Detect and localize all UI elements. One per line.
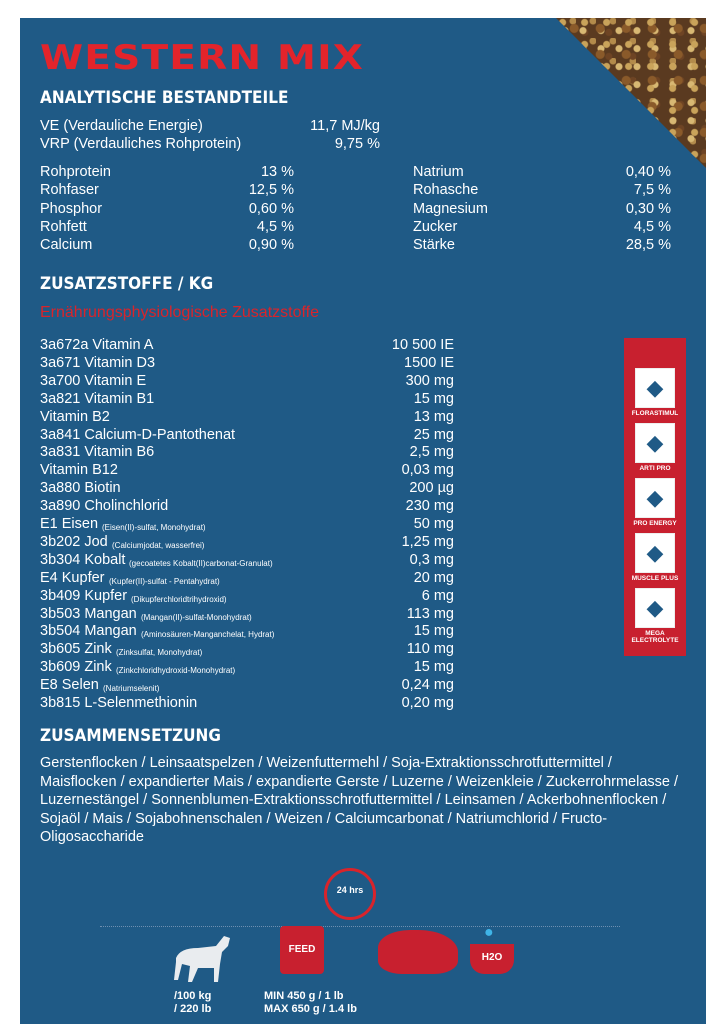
badge-label: ARTI PRO <box>639 465 671 472</box>
hay-icon <box>378 930 458 974</box>
row-value: 50 mg <box>413 516 454 532</box>
row-label: 3b605 Zink <box>40 641 112 658</box>
row-value: 4,5 % <box>633 218 671 235</box>
row-value: 15 mg <box>413 390 454 407</box>
row-note: (Zinksulfat, Monohydrat) <box>116 648 203 658</box>
water-label: H2O <box>481 952 503 963</box>
row-label: VE (Verdauliche Energie) <box>40 118 203 134</box>
florastimul-icon: ◆ <box>635 368 675 408</box>
row-note: (Dikupferchloridtrihydroxid) <box>131 594 227 604</box>
weight-kg: /100 kg <box>174 990 212 1002</box>
badge-label: FLORASTIMUL <box>631 410 679 417</box>
row-value: 0,03 mg <box>401 462 454 479</box>
row-note: (Eisen(II)-sulfat, Monohydrat) <box>102 523 206 532</box>
divider <box>100 926 620 927</box>
row-note: (Aminosäuren-Manganchelat, Hydrat) <box>141 630 275 640</box>
row-label: Stärke <box>413 237 455 254</box>
row-value: 4,5 % <box>256 218 294 235</box>
row-note: (Calciumjodat, wasserfrei) <box>112 540 205 550</box>
arti-pro-icon: ◆ <box>635 423 675 463</box>
row-label: 3a831 Vitamin B6 <box>40 444 155 461</box>
row-value: 300 mg <box>405 372 454 389</box>
row-label: Vitamin B12 <box>40 462 118 479</box>
row-label: 3a880 Biotin <box>40 480 121 497</box>
row-value: 12,5 % <box>248 182 294 199</box>
row-note: (Natriumselenit) <box>103 684 160 694</box>
row-label: Vitamin B2 <box>40 408 110 425</box>
water-bucket-icon <box>470 944 514 974</box>
row-value: 28,5 % <box>625 237 671 254</box>
row-value: 1500 IE <box>404 354 454 371</box>
row-value: 110 mg <box>406 641 454 658</box>
row-value: 113 mg <box>406 605 454 622</box>
row-label: Rohprotein <box>40 164 111 180</box>
row-label: 3a700 Vitamin E <box>40 372 147 389</box>
row-label: 3b609 Zink <box>40 659 112 676</box>
product-panel <box>20 18 706 1024</box>
row-label: Rohfett <box>40 218 87 235</box>
row-value: 11,7 MJ/kg <box>310 118 380 134</box>
badge-label: PRO ENERGY <box>633 520 677 527</box>
horse-icon <box>168 930 238 990</box>
row-label: 3a841 Calcium-D-Pantothenat <box>40 426 236 443</box>
badge-item <box>629 588 681 644</box>
row-label: Natrium <box>413 164 464 180</box>
row-value: 1,25 mg <box>401 533 454 550</box>
row-value: 6 mg <box>421 587 454 604</box>
row-label: 3b409 Kupfer <box>40 587 128 604</box>
analytics-heading: ANALYTISCHE BESTANDTEILE <box>40 88 289 108</box>
clock-label: 24 hrs <box>336 885 364 895</box>
row-value: 13 % <box>260 164 294 180</box>
row-label: 3b202 Jod <box>40 533 108 550</box>
row-label: 3b503 Mangan <box>40 605 137 622</box>
badge-item <box>629 533 681 582</box>
badge-item <box>629 423 681 472</box>
row-label: Calcium <box>40 237 93 254</box>
badge-label: MEGA ELECTROLYTE <box>631 630 679 644</box>
row-label: 3b504 Mangan <box>40 623 137 640</box>
row-label: E8 Selen <box>40 677 99 694</box>
row-note: (gecoatetes Kobalt(II)carbonat-Granulat) <box>129 558 273 568</box>
muscle-plus-icon: ◆ <box>635 533 675 573</box>
feed-bag-icon <box>280 926 324 974</box>
clock-icon <box>324 868 376 920</box>
badge-item <box>629 478 681 527</box>
dose-min: MIN 450 g / 1 lb <box>264 990 344 1002</box>
feed-texture-image <box>556 18 706 168</box>
row-value: 200 µg <box>409 480 454 497</box>
row-label: 3a672a Vitamin A <box>40 337 154 353</box>
row-label: Phosphor <box>40 200 103 217</box>
row-value: 0,40 % <box>625 164 671 180</box>
additives-heading: ZUSATZSTOFFE / KG <box>40 274 214 294</box>
row-label: Magnesium <box>413 200 488 217</box>
row-value: 0,3 mg <box>409 551 454 568</box>
row-value: 230 mg <box>405 498 454 515</box>
row-label: E4 Kupfer <box>40 569 105 586</box>
water-drop-icon: ● <box>484 924 494 941</box>
weight-lb: / 220 lb <box>174 1003 212 1015</box>
row-value: 10 500 IE <box>391 337 454 353</box>
row-label: 3b815 L-Selenmethionin <box>40 695 198 711</box>
row-value: 0,20 mg <box>401 695 454 711</box>
feature-badges <box>624 338 686 656</box>
badge-item <box>629 368 681 417</box>
row-label: 3a671 Vitamin D3 <box>40 354 156 371</box>
mega-electrolyte-icon: ◆ <box>635 588 675 628</box>
row-label: 3a890 Cholinchlorid <box>40 498 169 515</box>
row-value: 9,75 % <box>334 136 380 152</box>
row-value: 15 mg <box>413 623 454 640</box>
row-label: 3b304 Kobalt <box>40 551 126 568</box>
row-note: (Kupfer(II)-sulfat - Pentahydrat) <box>109 576 220 586</box>
row-value: 0,60 % <box>248 200 294 217</box>
row-value: 0,24 mg <box>401 677 454 694</box>
row-value: 20 mg <box>413 569 454 586</box>
dose-max: MAX 650 g / 1.4 lb <box>264 1003 357 1015</box>
dose-text <box>264 990 357 1016</box>
row-value: 25 mg <box>413 426 454 443</box>
row-value: 15 mg <box>413 659 454 676</box>
row-value: 2,5 mg <box>409 444 454 461</box>
row-label: E1 Eisen <box>40 516 99 532</box>
row-value: 13 mg <box>413 408 454 425</box>
weight-text <box>174 990 211 1016</box>
feeding-guide <box>20 868 706 1018</box>
row-label: Zucker <box>413 218 458 235</box>
pro-energy-icon: ◆ <box>635 478 675 518</box>
row-value: 0,30 % <box>625 200 671 217</box>
composition-heading: ZUSAMMENSETZUNG <box>40 726 221 746</box>
row-label: Rohfaser <box>40 182 99 199</box>
row-note: (Mangan(II)-sulfat-Monohydrat) <box>141 612 252 622</box>
product-title: WESTERN MIX <box>40 38 365 78</box>
row-value: 7,5 % <box>633 182 671 199</box>
composition-text: Gerstenflocken / Leinsaatspelzen / Weizenfuttermehl / Soja-Extraktionsschrotfuttermittel / Maisflocken / expandierter Mais / expandierte Gerste / Luzerne / Weizenkleie / Zuckerrohrmelasse / Luzernestängel / Sonnenblumen-Extraktionsschrotfuttermittel / Leinsamen / Ackerbohnenflocken / Sojaöl / Mais / Sojabohnenschalen / Weizen / Calciumcarbonat / Natriumchlorid / Fructo-Oligosaccharide <box>40 755 679 845</box>
row-label: Rohasche <box>413 182 479 199</box>
badge-label: MUSCLE PLUS <box>631 575 679 582</box>
row-label: 3a821 Vitamin B1 <box>40 390 155 407</box>
additives-subheading: Ernährungsphysiologische Zusatzstoffe <box>40 304 319 321</box>
feed-label: FEED <box>288 944 316 955</box>
row-note: (Zinkchloridhydroxid-Monohydrat) <box>116 666 236 676</box>
row-label: VRP (Verdauliches Rohprotein) <box>40 136 242 152</box>
row-value: 0,90 % <box>248 237 294 254</box>
